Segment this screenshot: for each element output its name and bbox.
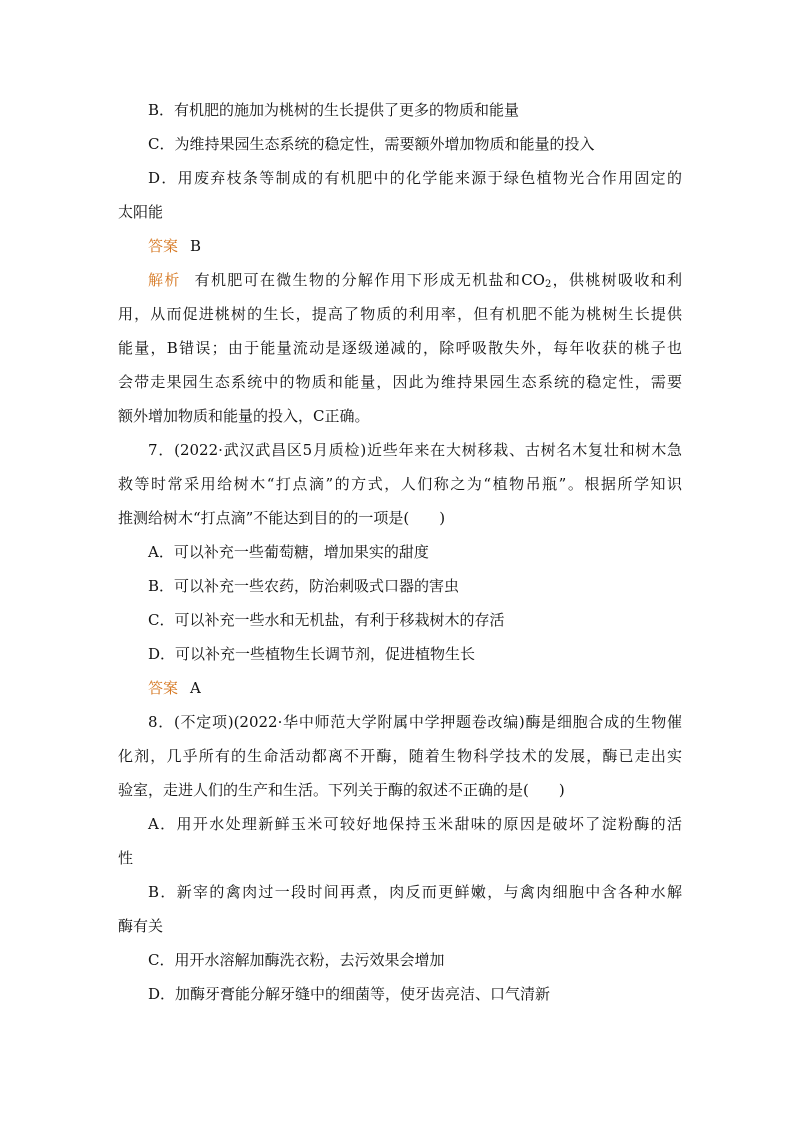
analysis-q6-line2: 用，从而促进桃树的生长，提高了物质的利用率，但有机肥不能为桃树生长提供 (118, 305, 682, 323)
answer-value: A (190, 679, 201, 697)
analysis-q6-line1 (148, 268, 682, 292)
option-d-q8: D．加酶牙膏能分解牙缝中的细菌等，使牙齿亮洁、口气清新 (148, 985, 551, 1003)
answer-label: 答案 (148, 237, 179, 255)
answer-q7 (148, 676, 682, 700)
option-d-q7: D．可以补充一些植物生长调节剂，促进植物生长 (148, 645, 476, 663)
analysis-q6-line5: 额外增加物质和能量的投入，C正确。 (118, 407, 370, 425)
option-b-q6: B．有机肥的施加为桃树的生长提供了更多的物质和能量 (148, 101, 520, 119)
option-a-q7: A．可以补充一些葡萄糖，增加果实的甜度 (148, 543, 429, 561)
option-d-q6-line2: 太阳能 (118, 203, 164, 221)
option-c-q6: C．为维持果园生态系统的稳定性，需要额外增加物质和能量的投入 (148, 135, 595, 153)
option-d-q6-line1: D．用废弃枝条等制成的有机肥中的化学能来源于绿色植物光合作用固定的 (148, 169, 682, 187)
answer-value: B (190, 237, 202, 255)
question-7-line1: 7．(2022·武汉武昌区5月质检)近些年来在大树移栽、古树名木复壮和树木急 (148, 441, 682, 459)
analysis-q6-line4: 会带走果园生态系统中的物质和能量，因此为维持果园生态系统的稳定性，需要 (118, 373, 682, 391)
option-b-q8-line1: B．新宰的禽肉过一段时间再煮，肉反而更鲜嫩，与禽肉细胞中含各种水解 (148, 883, 682, 901)
analysis-text-tail: ，供桃树吸收和利 (551, 271, 682, 289)
option-a-q8-line1: A．用开水处理新鲜玉米可较好地保持玉米甜味的原因是破坏了淀粉酶的活 (148, 815, 682, 833)
question-8-line1: 8．(不定项)(2022·华中师范大学附属中学押题卷改编)酶是细胞合成的生物催 (148, 713, 682, 731)
analysis-text: 有机肥可在微生物的分解作用下形成无机盐和CO (194, 271, 545, 289)
option-c-q8: C．用开水溶解加酶洗衣粉，去污效果会增加 (148, 951, 445, 969)
option-a-q8-line2: 性 (118, 849, 134, 867)
analysis-label: 解析 (148, 271, 181, 289)
option-b-q8-line2: 酶有关 (118, 917, 164, 935)
answer-label: 答案 (148, 679, 179, 697)
option-b-q7: B．可以补充一些农药，防治刺吸式口器的害虫 (148, 577, 460, 595)
question-7-line2: 救等时常采用给树木“打点滴”的方式，人们称之为“植物吊瓶”。根据所学知识 (118, 475, 682, 493)
option-c-q7: C．可以补充一些水和无机盐，有利于移栽树木的存活 (148, 611, 505, 629)
analysis-q6-line3: 能量，B错误；由于能量流动是逐级递减的，除呼吸散失外，每年收获的桃子也 (118, 339, 682, 357)
answer-q6 (148, 234, 682, 258)
question-7-line3: 推测给树木“打点滴”不能达到目的的一项是( ) (118, 509, 446, 527)
question-8-line2: 化剂，几乎所有的生命活动都离不开酶，随着生物科学技术的发展，酶已走出实 (118, 747, 682, 765)
analysis-subscript: 2 (544, 279, 552, 290)
question-8-line3: 验室，走进人们的生产和生活。下列关于酶的叙述不正确的是( ) (118, 781, 565, 799)
